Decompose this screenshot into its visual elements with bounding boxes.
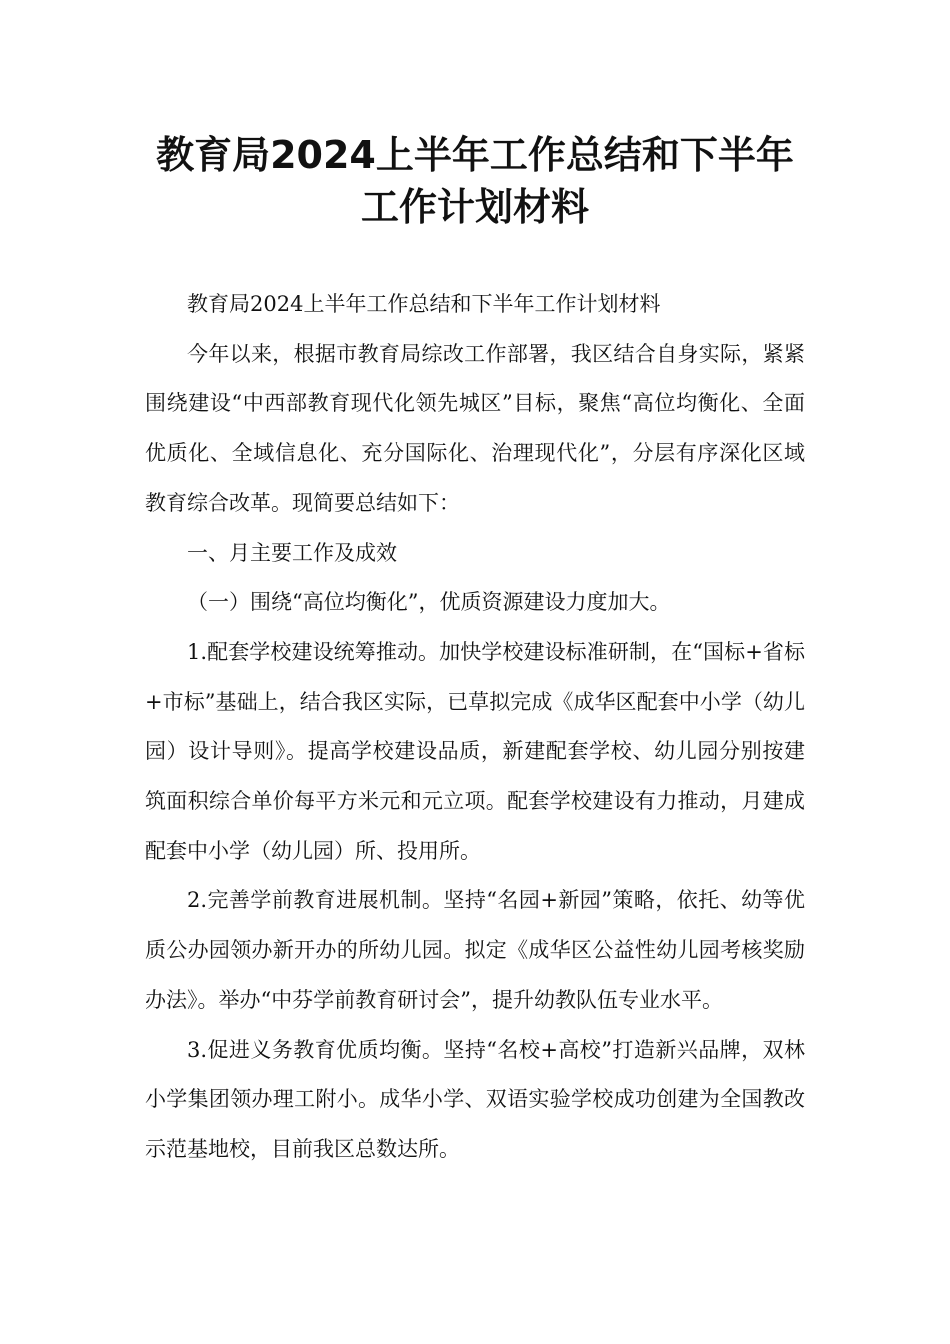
item-paragraph-3: 3.促进义务教育优质均衡。坚持“名校+高校”打造新兴品牌，双林小学集团领办理工附小。成华小学、双语实验学校成功创建为全国教改示范基地校，目前我区总数达所。 (145, 1037, 805, 1161)
section-heading: 一、月主要工作及成效 (187, 540, 397, 565)
item-paragraph-2: 2.完善学前教育进展机制。坚持“名园+新园”策略，依托、幼等优质公办园领办新开办的所幼儿园。拟定《成华区公益性幼儿园考核奖励办法》。举办“中芬学前教育研讨会”，提升幼教队伍专业水平。 (145, 888, 805, 1012)
item-paragraph-1: 1.配套学校建设统筹推动。加快学校建设标准研制，在“国标+省标+市标”基础上，结合我区实际，已草拟完成《成华区配套中小学（幼儿园）设计导则》。提高学校建设品质，新建配套学校、幼儿园分别按建筑面积综合单价每平方米元和元立项。配套学校建设有力推动，月建成配套中小学（幼儿园）所、投用所。 (145, 639, 805, 863)
subtitle-paragraph: 教育局2024上半年工作总结和下半年工作计划材料 (187, 292, 661, 316)
subsection-heading: （一）围绕“高位均衡化”，优质资源建设力度加大。 (187, 590, 671, 615)
document-body (145, 280, 805, 1175)
document-title-line-2: 工作计划材料 (360, 185, 589, 229)
intro-paragraph: 今年以来，根据市教育局综改工作部署，我区结合自身实际，紧紧围绕建设“中西部教育现代化领先城区”目标，聚焦“高位均衡化、全面优质化、全域信息化、充分国际化、治理现代化”，分层有序深化区域教育综合改革。现简要总结如下： (145, 341, 805, 515)
document-title-line-1: 教育局2024上半年工作总结和下半年 (156, 133, 794, 177)
